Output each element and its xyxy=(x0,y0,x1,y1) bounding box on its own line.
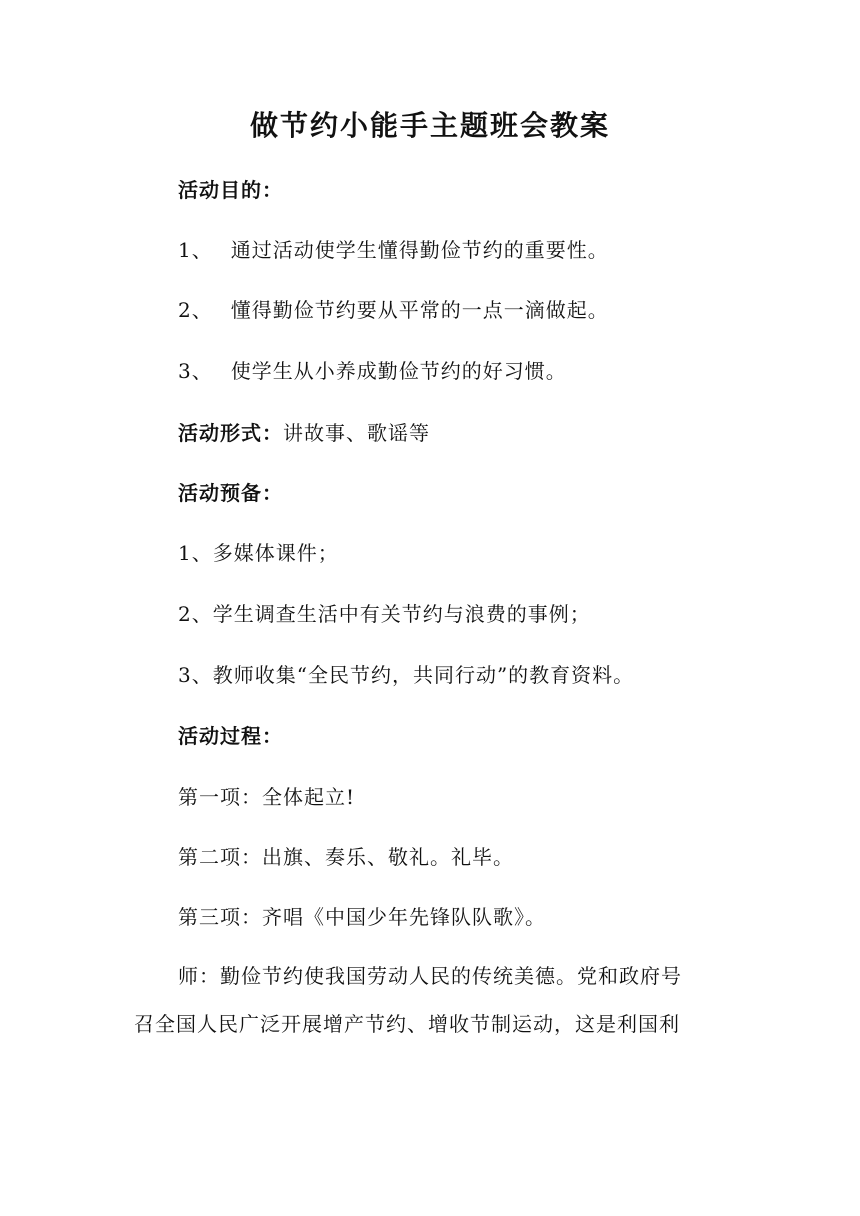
goal-text: 使学生从小养成勤俭节约的好习惯。 xyxy=(230,359,567,383)
goals-heading: 活动目的： xyxy=(178,178,283,202)
paragraph-line: 召全国人民广泛开展增产节约、增收节制运动，这是利国利 xyxy=(134,1012,680,1036)
process-step: 第二项：出旗、奏乐、敬礼。礼毕。 xyxy=(178,845,514,869)
goal-text: 通过活动使学生懂得勤俭节约的重要性。 xyxy=(230,238,609,262)
process-step: 第一项：全体起立! xyxy=(178,785,356,809)
process-heading: 活动过程： xyxy=(178,724,283,748)
goal-item xyxy=(178,296,609,324)
goal-number: 1、 xyxy=(178,238,213,262)
goal-item xyxy=(178,236,609,264)
prep-heading: 活动预备： xyxy=(178,481,283,505)
prep-item: 1、多媒体课件； xyxy=(178,541,339,565)
form-heading: 活动形式： xyxy=(178,421,283,445)
prep-item: 2、学生调查生活中有关节约与浪费的事例； xyxy=(178,602,591,626)
goal-number: 3、 xyxy=(178,359,213,383)
goal-item xyxy=(178,357,567,385)
form-line xyxy=(178,419,430,447)
goal-number: 2、 xyxy=(178,298,213,322)
goal-text: 懂得勤俭节约要从平常的一点一滴做起。 xyxy=(230,298,609,322)
form-text: 讲故事、歌谣等 xyxy=(283,421,430,445)
paragraph-line: 师：勤俭节约使我国劳动人民的传统美德。党和政府号 xyxy=(178,964,682,988)
prep-item: 3、教师收集“全民节约，共同行动”的教育资料。 xyxy=(178,663,635,687)
document-title: 做节约小能手主题班会教案 xyxy=(249,109,610,142)
process-step: 第三项：齐唱《中国少年先锋队队歌》。 xyxy=(178,905,546,929)
